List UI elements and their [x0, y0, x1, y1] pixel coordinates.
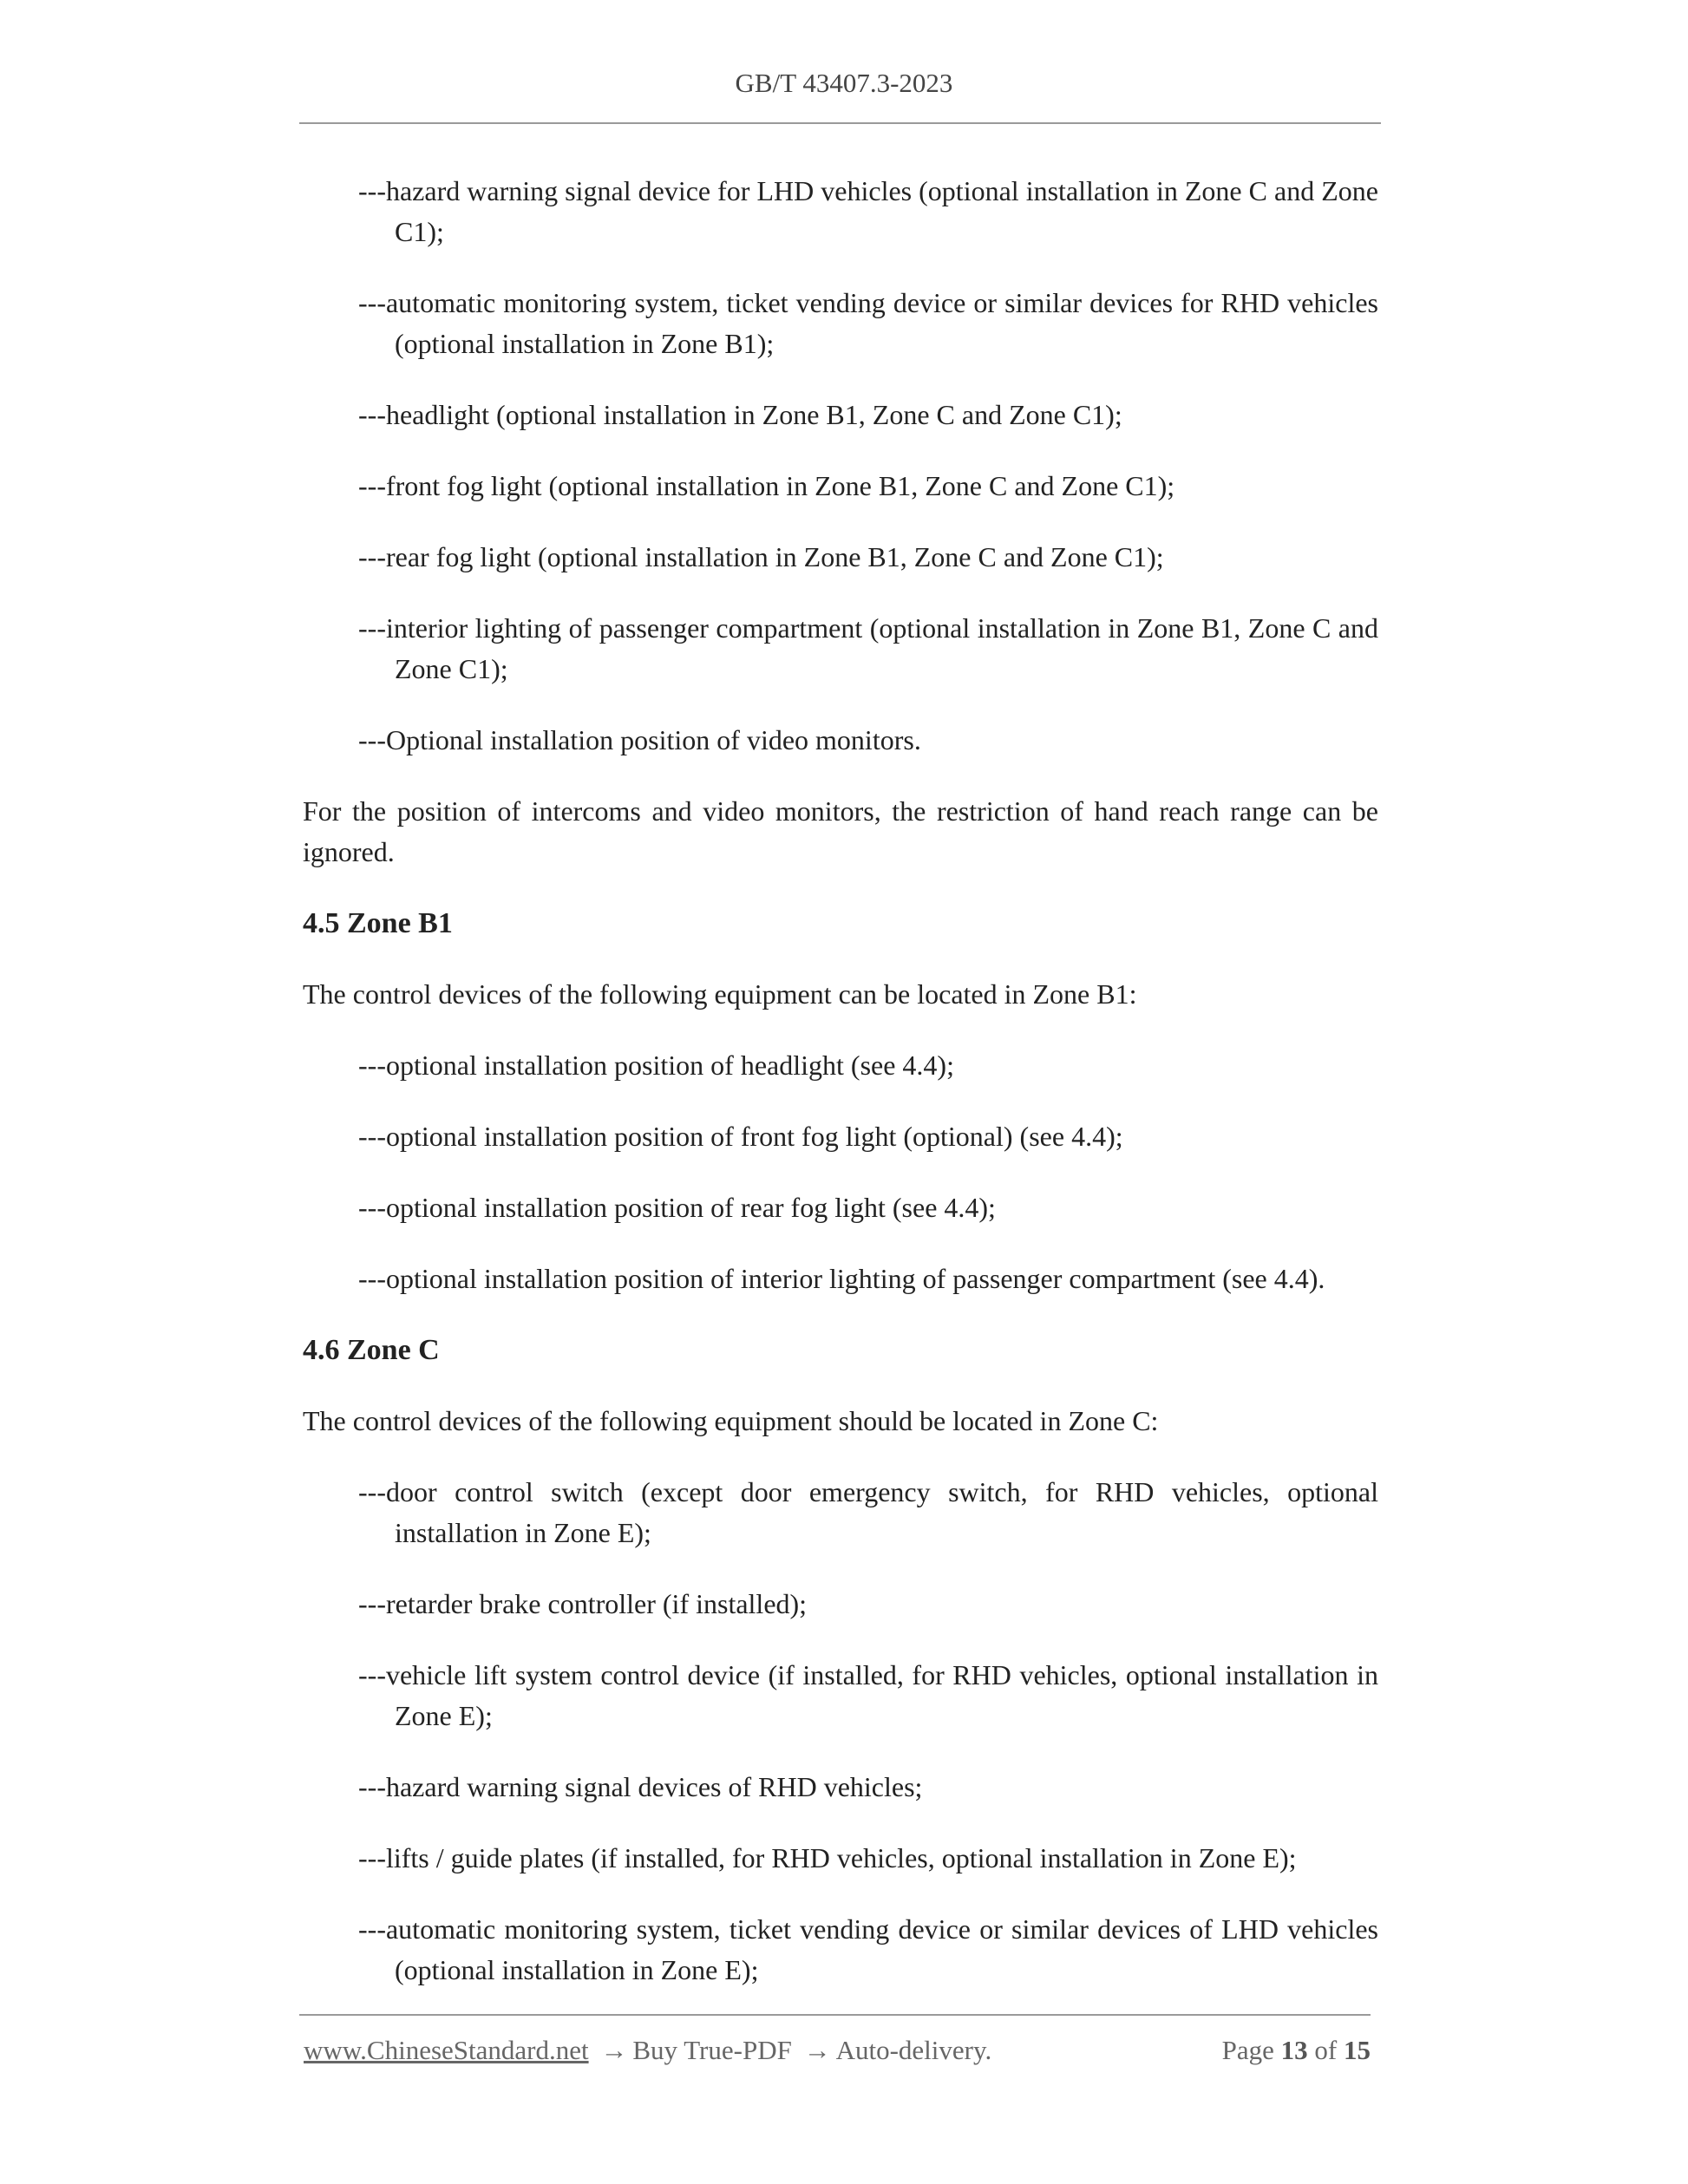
current-page-number: 13 — [1280, 2035, 1308, 2065]
list-item: ---optional installation position of headlight (see 4.4); — [358, 1049, 954, 1081]
section-heading-4-6: 4.6 Zone C — [303, 1334, 440, 1366]
list-item: ---automatic monitoring system, ticket vending device or similar devices for RHD vehicles (optional installation in Zone B1); — [358, 287, 1378, 359]
website-link[interactable]: www.ChineseStandard.net — [304, 2035, 589, 2065]
list-item: ---door control switch (except door emergency switch, for RHD vehicles, optional installation in Zone E); — [358, 1476, 1378, 1548]
arrow-right-icon: → — [803, 2035, 831, 2065]
buy-pdf-text: Buy True-PDF — [632, 2035, 792, 2065]
of-label: of — [1314, 2035, 1338, 2065]
page-indicator — [1222, 2035, 1371, 2066]
list-item: ---interior lighting of passenger compartment (optional installation in Zone B1, Zone C and Zone C1); — [358, 612, 1378, 684]
list-item: ---hazard warning signal device for LHD vehicles (optional installation in Zone C and Zone C1); — [358, 175, 1378, 247]
list-item: ---automatic monitoring system, ticket vending device or similar devices of LHD vehicles (optional installation in Zone E); — [358, 1913, 1378, 1985]
auto-delivery-text: Auto-delivery. — [835, 2035, 992, 2065]
document-body — [303, 171, 1378, 2021]
page-label: Page — [1221, 2035, 1274, 2065]
list-item: ---retarder brake controller (if installed); — [358, 1588, 808, 1619]
section-intro-4-5: The control devices of the following equipment can be located in Zone B1: — [303, 978, 1137, 1010]
header-divider — [299, 122, 1381, 124]
list-item: ---optional installation position of interior lighting of passenger compartment (see 4.4). — [358, 1263, 1325, 1294]
section-heading-4-5: 4.5 Zone B1 — [303, 907, 453, 939]
list-item: ---vehicle lift system control device (if installed, for RHD vehicles, optional installation in Zone E); — [358, 1659, 1378, 1731]
list-item: ---hazard warning signal devices of RHD vehicles; — [358, 1771, 923, 1802]
list-item: ---front fog light (optional installation in Zone B1, Zone C and Zone C1); — [358, 470, 1175, 501]
list-item: ---headlight (optional installation in Zone B1, Zone C and Zone C1); — [358, 399, 1122, 430]
list-item: ---lifts / guide plates (if installed, for RHD vehicles, optional installation in Zone E); — [358, 1842, 1297, 1873]
list-item: ---optional installation position of front fog light (optional) (see 4.4); — [358, 1121, 1123, 1152]
section-intro-4-6: The control devices of the following equipment should be located in Zone C: — [303, 1405, 1159, 1436]
total-pages-number: 15 — [1344, 2035, 1371, 2065]
list-item: ---Optional installation position of video monitors. — [358, 724, 921, 755]
arrow-right-icon: → — [600, 2035, 628, 2065]
note-paragraph: For the position of intercoms and video monitors, the restriction of hand reach range can be ignored. — [303, 795, 1378, 867]
footer-divider — [299, 2014, 1371, 2016]
footer-promo — [304, 2035, 991, 2066]
list-item: ---rear fog light (optional installation in Zone B1, Zone C and Zone C1); — [358, 541, 1164, 572]
page-header-doc-id: GB/T 43407.3-2023 — [735, 68, 953, 98]
list-item: ---optional installation position of rear fog light (see 4.4); — [358, 1192, 996, 1223]
